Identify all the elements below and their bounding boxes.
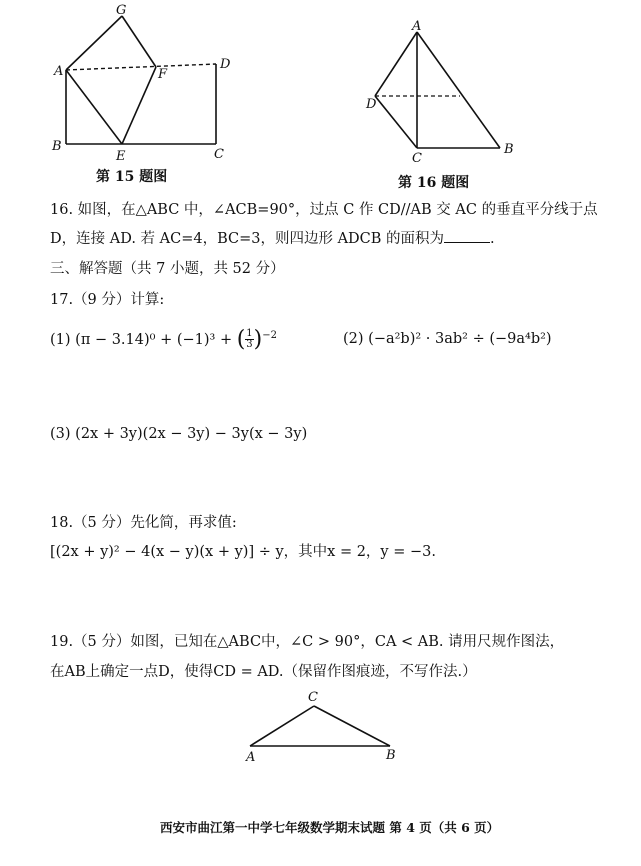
fig15-label-d: D — [220, 57, 231, 72]
q19-line-2: 在AB上确定一点D，使得CD = AD.（保留作图痕迹，不写作法.） — [50, 664, 477, 680]
fig15-label-c: C — [214, 147, 224, 162]
q17-p1-open-paren: ( — [236, 326, 246, 352]
fig16-label-d: D — [366, 97, 377, 112]
fig15-label-e: E — [116, 149, 126, 164]
figure-16-diagram — [360, 20, 520, 165]
q17-part-3 — [50, 424, 307, 444]
figure-16 — [360, 20, 520, 165]
q17-p2-expr: (−a²b)² · 3ab² ÷ (−9a⁴b²) — [368, 331, 552, 347]
fig16-label-b: B — [504, 142, 514, 157]
fig15-caption: 第 15 题图 — [96, 169, 168, 185]
q17-p1-fraction — [245, 329, 253, 350]
fig16-caption: 第 16 题图 — [398, 175, 470, 191]
figure-19-diagram — [236, 686, 416, 766]
q16-line-2-end: . — [490, 231, 495, 247]
q17-part-2 — [343, 329, 552, 349]
answer-blank — [444, 228, 490, 243]
q17-header: 17.（9 分）计算: — [50, 292, 165, 308]
fig15-label-g: G — [116, 3, 127, 18]
fig19-label-c: C — [308, 690, 318, 705]
fig15-label-b: B — [52, 139, 62, 154]
q17-p1-frac-num: 1 — [246, 328, 253, 340]
fig19-label-a: A — [246, 750, 256, 765]
figure-15-diagram — [44, 0, 244, 165]
q19-line-1: 19.（5 分）如图，已知在△ABC中，∠C > 90°，CA < AB. 请用尺规作图法， — [50, 634, 565, 650]
section-3-heading: 三、解答题（共 7 小题，共 52 分） — [50, 261, 285, 277]
page-footer: 西安市曲江第一中学七年级数学期末试题 第 4 页（共 6 页） — [160, 820, 500, 835]
figure-19 — [236, 686, 416, 766]
fig15-label-a: A — [54, 64, 64, 79]
q16-line-2 — [50, 228, 495, 249]
q17-p2-label: (2) — [343, 331, 364, 347]
q16-line-1: 16. 如图，在△ABC 中，∠ACB=90°，过点 C 作 CD//AB 交 AC 的垂直平分线于点 — [50, 202, 598, 218]
q18-expr: [(2x + y)² − 4(x − y)(x + y)] ÷ y，其中x = 2，y = −3. — [50, 544, 436, 560]
figure-15 — [44, 0, 244, 165]
q17-p3-label: (3) — [50, 426, 71, 442]
q17-p1-exp: −2 — [262, 330, 278, 341]
fig16-label-c: C — [412, 151, 422, 165]
fig15-label-f: F — [158, 67, 168, 82]
q17-p3-expr: (2x + 3y)(2x − 3y) − 3y(x − 3y) — [75, 426, 308, 442]
fig16-label-a: A — [412, 20, 422, 34]
q17-p1-frac-den: 3 — [246, 339, 253, 351]
q17-p1-close-paren: ) — [253, 326, 263, 352]
q17-part-1 — [50, 326, 277, 350]
fig19-label-b: B — [386, 748, 396, 763]
q18-header: 18.（5 分）先化简，再求值: — [50, 515, 237, 531]
q17-p1-expr: (π − 3.14)⁰ + (−1)³ + — [75, 331, 233, 348]
q16-line-2-text: D，连接 AD. 若 AC=4，BC=3，则四边形 ADCB 的面积为 — [50, 231, 445, 247]
q17-p1-label: (1) — [50, 331, 71, 348]
